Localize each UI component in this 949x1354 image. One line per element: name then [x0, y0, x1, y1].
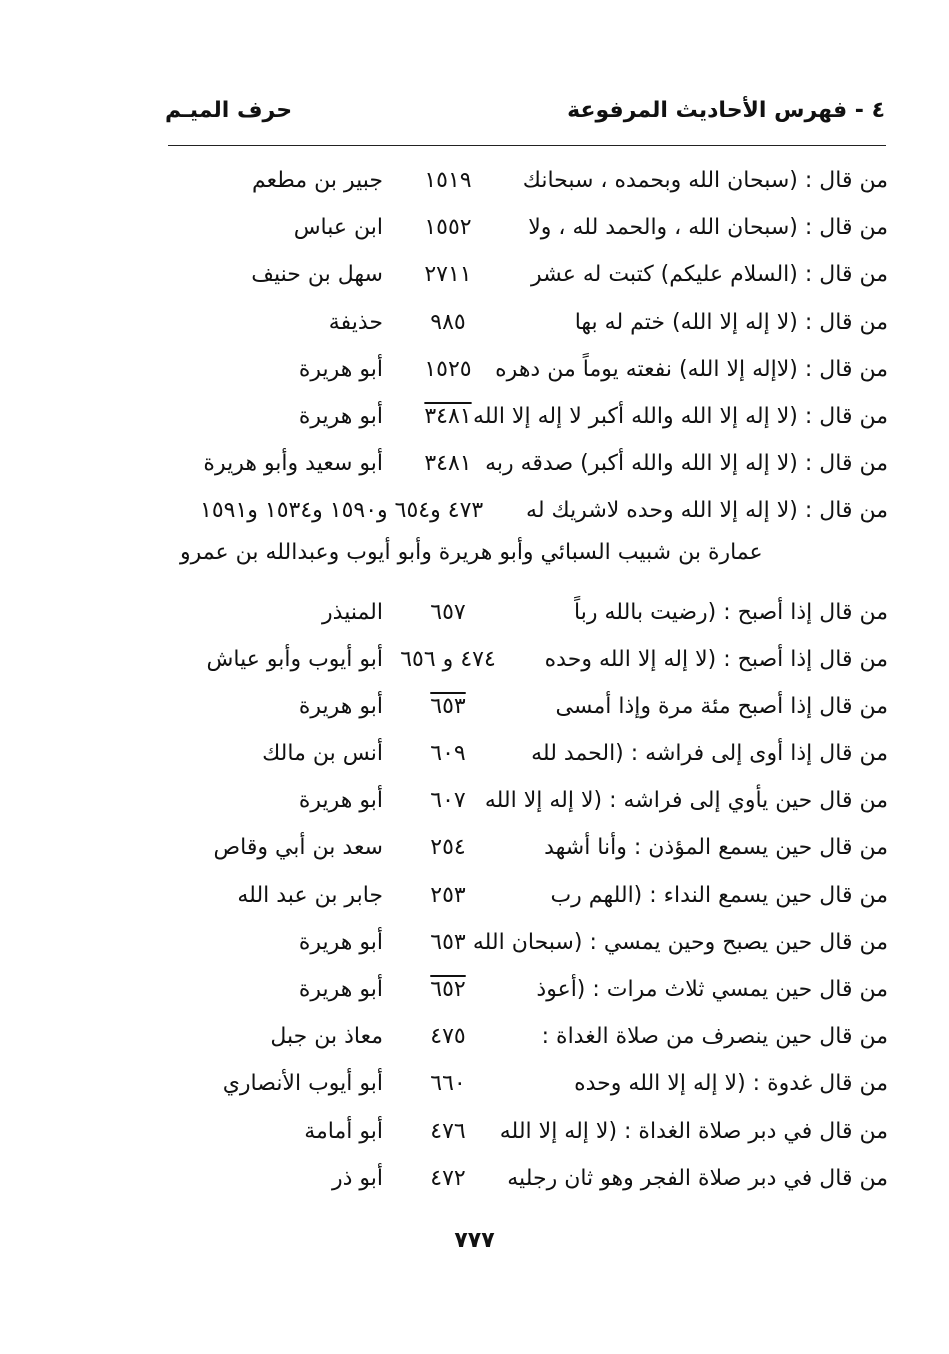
- hadith-text: من قال إذا أوى إلى فراشه : (الحمد لله: [531, 741, 888, 767]
- hadith-text: من قال : (لا إله إلا الله والله أكبر لا إله إلا الله: [473, 403, 888, 429]
- hadith-number: ١٥٢٥: [424, 356, 472, 382]
- hadith-number: ٤٧٤ و ٦٥٦: [400, 646, 496, 672]
- index-entry: [160, 204, 888, 251]
- page-number: ٧٧٧: [454, 1228, 495, 1253]
- index-entry-continuation: [160, 535, 888, 579]
- narrator: سعد بن أبي وقاص: [213, 835, 383, 861]
- hadith-number: ٢٧١١: [424, 262, 472, 288]
- index-entry: [160, 1155, 888, 1202]
- hadith-number: ١٥١٩: [424, 168, 472, 193]
- index-entry: [160, 393, 888, 440]
- narrator: أبو أيوب وأبو عياش: [206, 646, 383, 672]
- hadith-number: ٢٥٤: [430, 835, 466, 861]
- hadith-index-list: [160, 157, 888, 1202]
- hadith-text: من قال حين يأوي إلى فراشه : (لا إله إلا الله: [484, 788, 888, 814]
- index-entry: [160, 299, 888, 346]
- index-entry: [160, 636, 888, 683]
- hadith-number: ٦٥٣: [430, 929, 466, 955]
- narrator: أبو هريرة: [298, 356, 383, 382]
- hadith-text: من قال : (لا إله إلا الله وحده لاشريك له: [526, 498, 888, 524]
- narrator: أبو سعيد وأبو هريرة: [203, 451, 383, 477]
- narrator: أبو أيوب الأنصاري: [222, 1071, 383, 1097]
- index-entry-multi: [160, 487, 888, 534]
- index-entry: [160, 1108, 888, 1155]
- hadith-text: من قال إذا أصبح مئة مرة وإذا أمسى: [555, 693, 888, 719]
- page-header: [165, 98, 885, 138]
- hadith-text: من قال : (سبحان الله وبحمده ، سبحانك: [522, 168, 888, 193]
- hadith-text: من قال حين يسمع المؤذن : وأنا أشهد: [544, 835, 888, 861]
- index-entry: [160, 1060, 888, 1107]
- hadith-number: ٦٥٧: [430, 599, 466, 625]
- index-entry: [160, 966, 888, 1013]
- narrator: معاذ بن جبل: [270, 1024, 383, 1050]
- narrator: حذيفة: [328, 309, 383, 335]
- hadith-text: من قال إذا أصبح : (لا إله إلا الله وحده: [544, 646, 888, 672]
- index-entry: [160, 824, 888, 871]
- narrator: المنيذر: [322, 599, 383, 625]
- index-entry: [160, 589, 888, 636]
- narrator: أنس بن مالك: [262, 741, 383, 767]
- hadith-text: من قال : (لاإله إلا الله) نفعته يوماً من دهره: [495, 356, 888, 382]
- hadith-number: ٦٥٣: [430, 693, 466, 719]
- narrator: أبو هريرة: [298, 788, 383, 814]
- index-entry: [160, 440, 888, 487]
- narrator: سهل بن حنيف: [251, 262, 383, 288]
- hadith-number: ٤٧٢: [430, 1165, 466, 1191]
- hadith-number: ٤٧٥: [430, 1024, 466, 1050]
- hadith-text: من قال حين يمسي ثلاث مرات : (أعوذ: [536, 977, 888, 1002]
- hadith-numbers: ٤٧٣ و٦٥٤ و١٥٩٠ و١٥٣٤ و١٥٩١: [200, 498, 484, 524]
- narrator: أبو هريرة: [298, 693, 383, 719]
- narrator: أبو ذر: [331, 1165, 383, 1191]
- hadith-number: ٩٨٥: [430, 309, 466, 335]
- narrator: جبير بن مطعم: [252, 168, 383, 193]
- hadith-text: من قال في دبر صلاة الغداة : (لا إله إلا الله: [499, 1118, 888, 1144]
- index-entry: [160, 157, 888, 204]
- index-entry: [160, 683, 888, 730]
- letter-title: حرف الميـم: [165, 98, 293, 123]
- hadith-text: من قال حين ينصرف من صلاة الغداة :: [541, 1024, 888, 1050]
- narrators: عمارة بن شبيب السبائي وأبو هريرة وأبو أيوب وعبدالله بن عمرو: [180, 539, 763, 565]
- hadith-number: ٢٥٣: [430, 882, 466, 908]
- narrator: أبو هريرة: [298, 929, 383, 955]
- hadith-text: من قال حين يصبح وحين يمسي : (سبحان الله: [472, 929, 888, 955]
- section-title: ٤ - فهرس الأحاديث المرفوعة: [567, 98, 885, 123]
- index-entry: [160, 730, 888, 777]
- hadith-number: ٦٥٢: [430, 977, 466, 1002]
- narrator: أبو هريرة: [298, 977, 383, 1002]
- hadith-number: ١٥٥٢: [424, 215, 472, 241]
- hadith-number: ٦٠٩: [430, 741, 466, 767]
- hadith-text: من قال : (لا إله إلا الله) ختم له بها: [574, 309, 888, 335]
- narrator: أبو أمامة: [304, 1118, 383, 1144]
- hadith-number: ٣٤٨١: [424, 403, 472, 429]
- header-rule: [168, 145, 886, 146]
- hadith-text: من قال : (السلام عليكم) كتبت له عشر: [530, 262, 888, 288]
- hadith-number: ٦٦٠: [430, 1071, 466, 1097]
- narrator: أبو هريرة: [298, 403, 383, 429]
- narrator: جابر بن عبد الله: [237, 882, 383, 908]
- index-entry: [160, 872, 888, 919]
- index-entry: [160, 919, 888, 966]
- hadith-text: من قال : (سبحان الله ، والحمد لله ، ولا: [528, 215, 888, 241]
- hadith-text: من قال : (لا إله إلا الله والله أكبر) صدقه ربه: [485, 451, 888, 477]
- hadith-text: من قال في دبر صلاة الفجر وهو ثان رجليه: [507, 1165, 888, 1191]
- index-entry: [160, 1013, 888, 1060]
- hadith-text: من قال إذا أصبح : (رضيت بالله رباً: [574, 599, 888, 625]
- hadith-text: من قال غدوة : (لا إله إلا الله وحده: [574, 1071, 888, 1097]
- spacer: [160, 579, 888, 589]
- index-entry: [160, 777, 888, 824]
- hadith-text: من قال حين يسمع النداء : (اللهم رب: [550, 882, 888, 908]
- index-entry: [160, 251, 888, 298]
- hadith-number: ٣٤٨١: [424, 451, 472, 477]
- narrator: ابن عباس: [293, 215, 383, 241]
- hadith-number: ٤٧٦: [430, 1118, 466, 1144]
- index-entry: [160, 346, 888, 393]
- hadith-number: ٦٠٧: [430, 788, 466, 814]
